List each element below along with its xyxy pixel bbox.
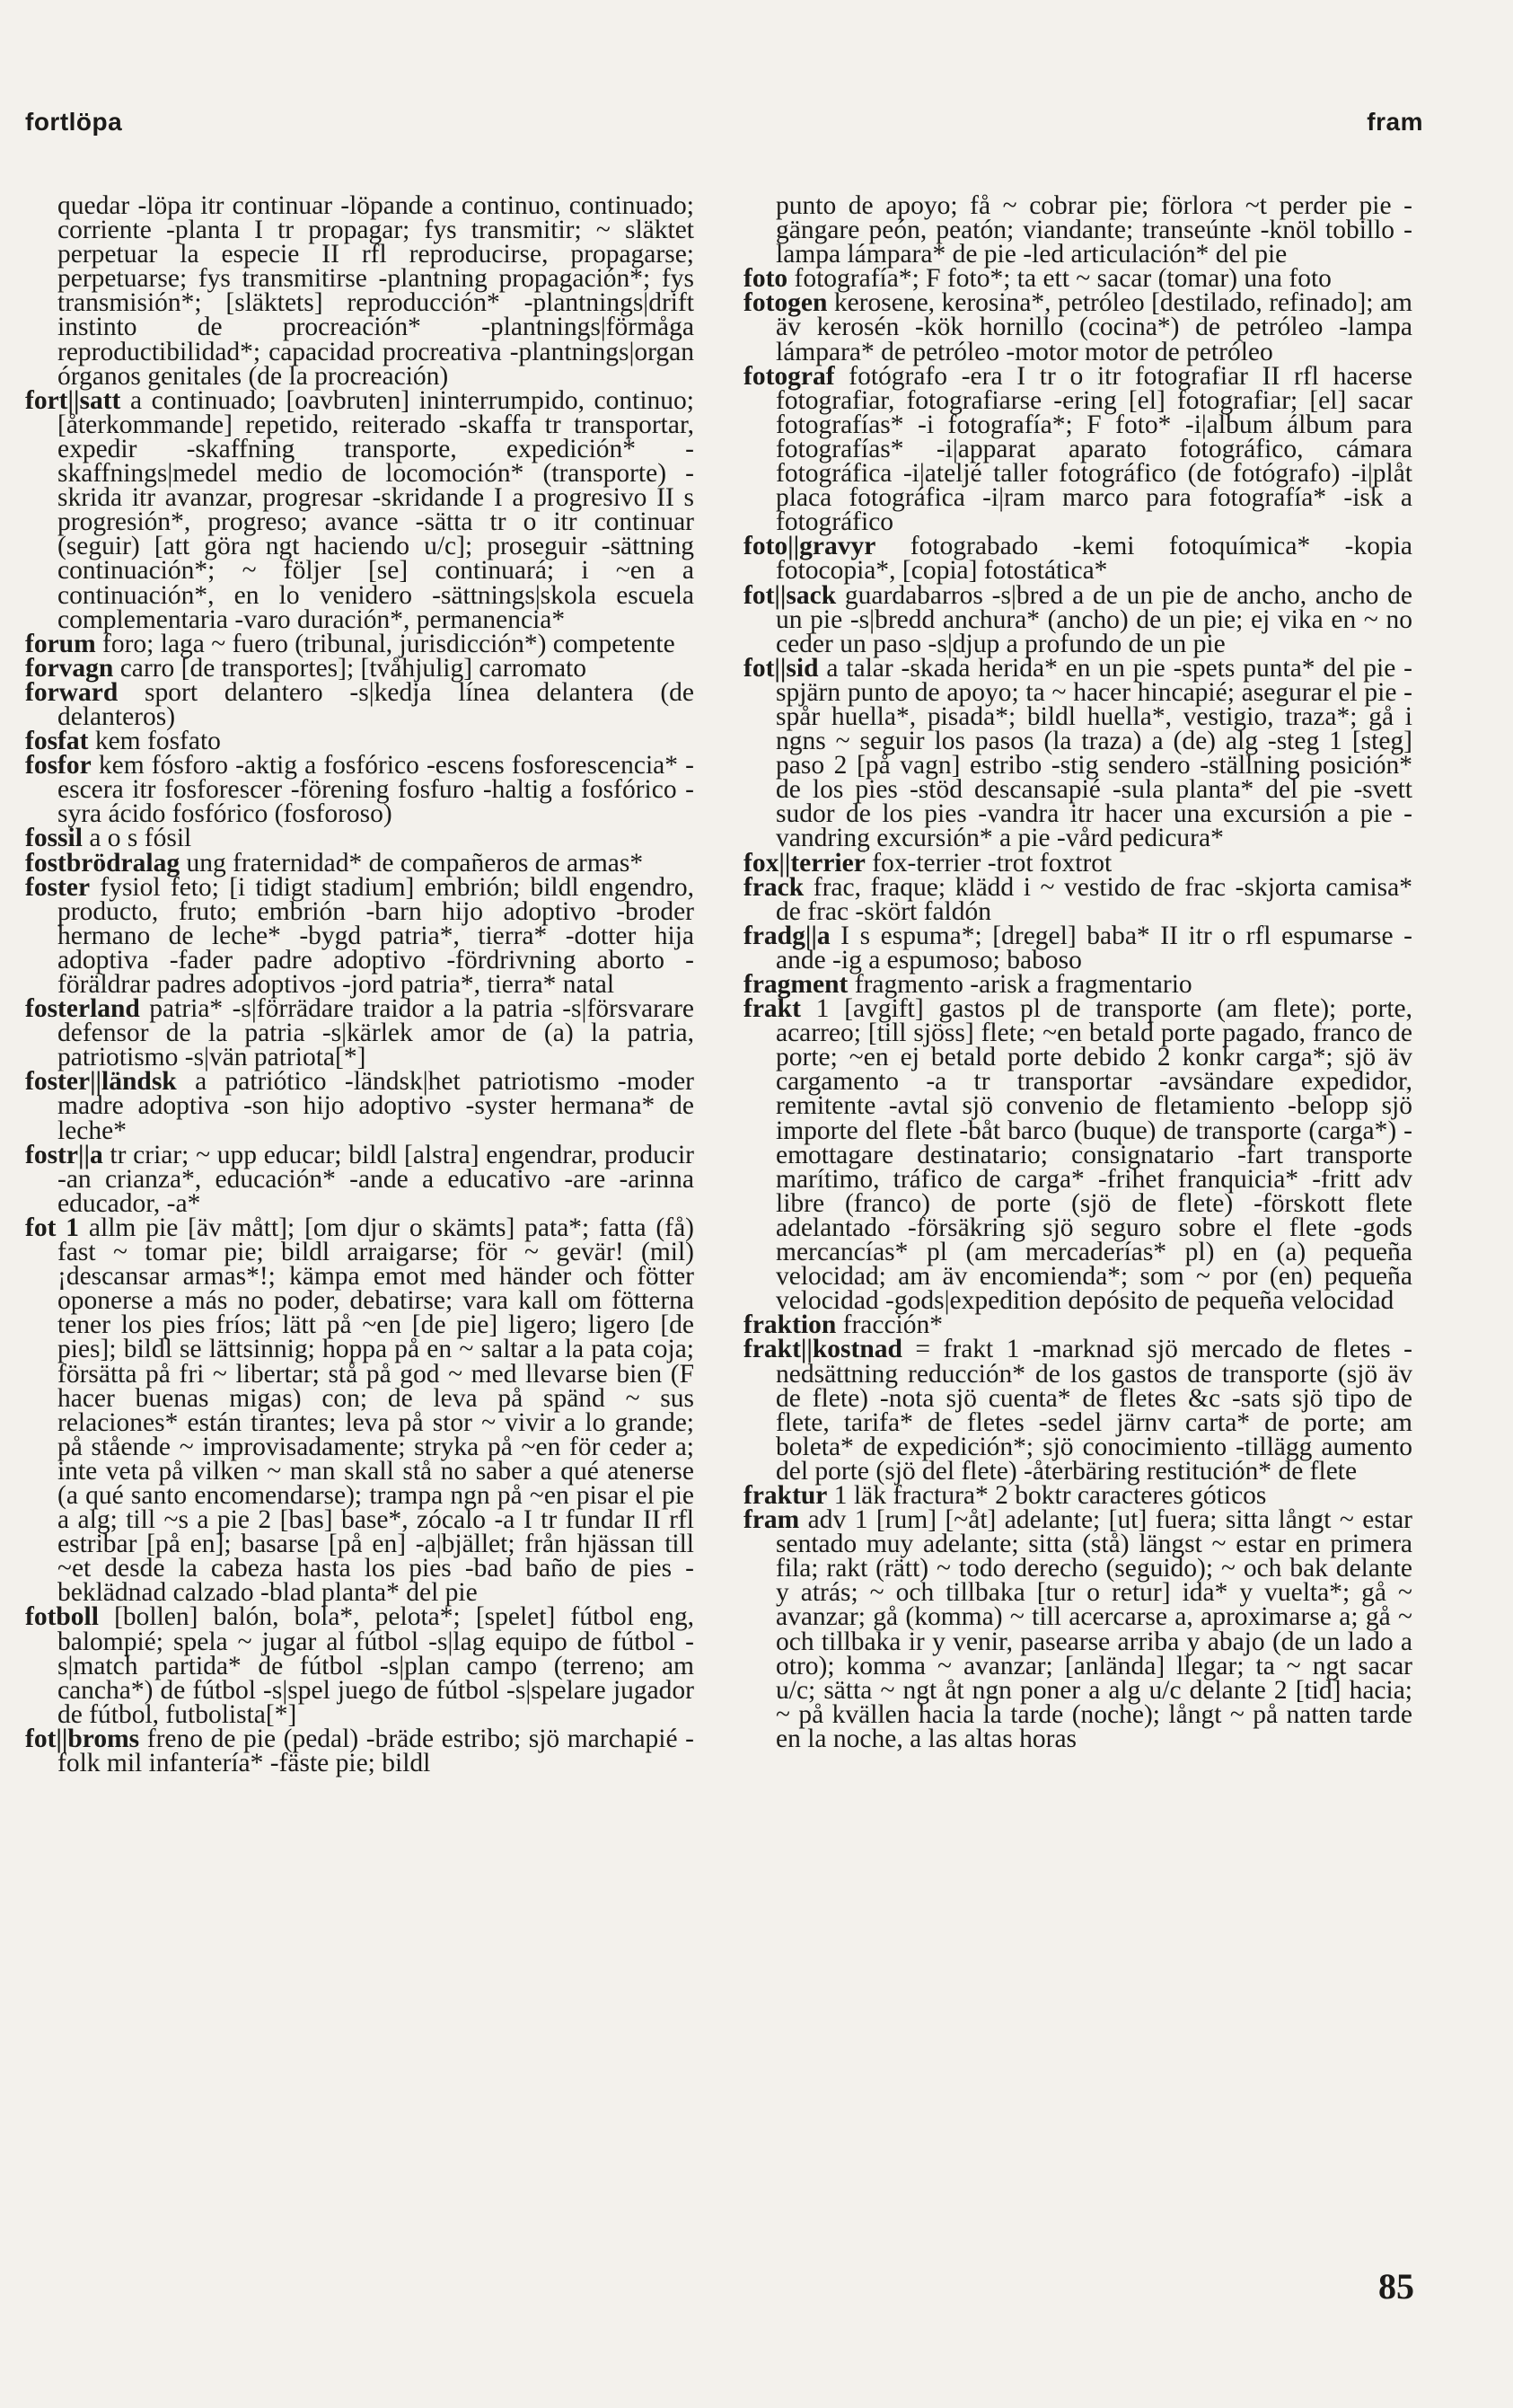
dictionary-entry — [743, 264, 1412, 294]
right-column — [743, 191, 1412, 1753]
entry-definition: 1 läk fractura* 2 boktr caracteres góticos — [827, 1480, 1267, 1510]
dictionary-entry — [25, 1140, 694, 1218]
entry-definition: 1 [avgift] gastos pl de transporte (am flete); porte, acarreo; [till sjöss] flete; ~en betald porte pagado, franco de porte; ~en ej betald porte debido 2 konkr carga*; sjö äv cargamento -a tr transportar -avsändare expedidor, remitente -avtal sjö convenio de fletamiento -belopp sjö importe del flete -båt barco (buque) de transporte (carga*) -emottagare destinatario; consignatario -fart transporte marítimo, tráfico de carga* -frihet franquicia* -fritt adv libre (franco) de porte (sjö de flete) -förskott flete adelantado -försäkring sjö seguro sobre el flete -gods mercancías* pl (am mercaderías* pl) en (a) pequeña velocidad; am äv encomienda*; som ~ por (en) pequeña velocidad -gods|expedition depósito de pequeña velocidad — [776, 994, 1412, 1316]
entry-definition: foro; laga ~ fuero (tribunal, jurisdicción*) competente — [95, 629, 675, 658]
dictionary-entry — [743, 1310, 1412, 1340]
dictionary-entry — [25, 191, 694, 391]
dictionary-entry — [25, 848, 694, 878]
dictionary-entry — [743, 994, 1412, 1316]
dictionary-entry — [25, 629, 694, 658]
entry-definition: adv 1 [rum] [~åt] adelante; [ut] fuera; sitta långt ~ estar sentado muy adelante; sitta (stå) längst ~ estar en primera fila; rakt (rätt) ~ todo derecho (seguido); ~ och bak delante y atrás; ~ och tillbaka [tur o retur] ida* y vuelta*; gå ~ avanzar; gå (komma) ~ till acercarse a, aproximarse a; gå ~ och tillbaka ir y venir, pasearse arriba y abajo (de un lado a otro); komma ~ avanzar; [anlända] llegar; ta ~ ngt sacar u/c; sätta ~ ngt åt ngn poner a alg u/c delante 2 [tid] hacia; ~ på kvällen hacia la tarde (noche); långt ~ på natten tarde en la noche, a las altas horas — [776, 1505, 1412, 1753]
dictionary-entry — [743, 1480, 1412, 1510]
dictionary-entry — [743, 191, 1412, 269]
entry-headword: frakt — [743, 994, 801, 1024]
entry-headword: fotogen — [743, 288, 828, 318]
page-number: 85 — [1378, 2266, 1414, 2307]
entry-definition: kem fosfato — [88, 727, 221, 756]
dictionary-entry — [25, 872, 694, 999]
entry-definition: a patriótico -ländsk|het patriotismo -moder madre adoptiva -son hijo adoptivo -syster hermana* de leche* — [57, 1067, 694, 1145]
entry-headword: foster||ländsk — [25, 1067, 177, 1097]
entry-definition: sport delantero -s|kedja línea delantera (de delanteros) — [57, 677, 694, 731]
entry-definition: kerosene, kerosina*, petróleo [destilado, refinado]; am äv kerosén -kök hornillo (cocina*) de petróleo -lampa lámpara* de petróleo -motor motor de petróleo — [776, 288, 1412, 366]
entry-headword: forum — [25, 629, 96, 658]
dictionary-entry — [743, 970, 1412, 999]
entry-headword: fostbrödralag — [25, 848, 180, 878]
entry-headword: fraktion — [743, 1310, 837, 1340]
entry-definition: quedar -löpa itr continuar -löpande a continuo, continuado; corriente -planta I tr propagar; fys transmitir; ~ släktet perpetuar la especie II rfl reproducirse, propagarse; perpetuarse; fys transmitirse -plantning propagación*; fys transmisión*; [släktets] reproducción* -plantnings|drift instinto de procreación* -plantnings|förmåga reproductibilidad*; capacidad procreativa -plantnings|organ órganos genitales (de la procreación) — [57, 191, 694, 391]
dictionary-entry — [743, 872, 1412, 926]
dictionary-entry — [743, 921, 1412, 975]
entry-headword: fot||sid — [743, 653, 819, 683]
entry-definition: = frakt 1 -marknad sjö mercado de fletes -nedsättning reducción* de los gastos de transporte (sjö äv de flete) -nota sjö cuenta* de fletes &c -sats sjö tipo de flete, tarifa* de fletes -sedel järnv carta* de porte; am boleta* de expedición*; sjö conocimiento -tillägg aumento del porte (sjö del flete) -återbäring restitución* de flete — [776, 1335, 1412, 1486]
entry-definition: fox-terrier -trot foxtrot — [865, 848, 1113, 878]
entry-headword: fort||satt — [25, 385, 121, 415]
entry-definition: [bollen] balón, bola*, pelota*; [spelet] fútbol eng, balompié; spela ~ jugar al fútbol -s|lag equipo de fútbol -s|match partida* de fútbol -s|plan campo (terreno; am cancha*) de fútbol -s|spel juego de fútbol -s|spelare jugador de fútbol, futbolista[*] — [57, 1602, 694, 1729]
entry-definition: allm pie [äv mått]; [om djur o skämts] pata*; fatta (få) fast ~ tomar pie; bildl arraigarse; för ~ gevär! (mil) ¡descansar armas*!; kämpa emot med händer och fötter oponerse a más no poder, debatirse; vara kall om fötterna tener los pies fríos; lätt på ~en [de pie] ligero; ligero [de pies]; bildl se lättsinnig; hoppa på en ~ saltar a la pata coja; försätta på fri ~ libertar; stå på god ~ med llevarse bien (F hacer buenas migas) con; de leva på spänd ~ sus relaciones* están tirantes; leva på stor ~ vivir a lo grande; på stående ~ improvisadamente; stryka på ~en för ceder a; inte veta på vilken ~ man skall stå no saber a qué atenerse (a qué santo encomendarse); trampa ngn på ~en pisar el pie a alg; till ~s a pie 2 [bas] base*, zócalo -a I tr fundar II rfl estribar [på en]; basarse [på en] -a|bjället; från hjässan till ~et desde la cabeza hasta los pies -bad baño de pies -beklädnad calzado -blad planta* del pie — [57, 1213, 694, 1608]
entry-definition: kem fósforo -aktig a fosfórico -escens fosforescencia* -escera itr fosforescer -förening fosfuro -haltig a fosfórico -syra ácido fosfórico (fosforoso) — [57, 751, 694, 829]
dictionary-entry — [25, 751, 694, 829]
entry-headword: fosfat — [25, 727, 89, 756]
dictionary-entry — [743, 532, 1412, 586]
entry-headword: fostr||a — [25, 1140, 103, 1169]
entry-headword: foster — [25, 872, 91, 902]
entry-definition: ung fraternidad* de compañeros de armas* — [180, 848, 644, 878]
entry-headword: frack — [743, 872, 805, 902]
entry-definition: a o s fósil — [82, 824, 192, 853]
right-guide-word: fram — [1367, 108, 1423, 136]
entry-headword: fram — [743, 1505, 800, 1535]
dictionary-entry — [25, 826, 694, 851]
entry-headword: fot 1 — [25, 1213, 80, 1242]
left-column — [25, 191, 694, 1777]
entry-definition: fotograbado -kemi fotoquímica* -kopia fotocopia*, [copia] fotostática* — [776, 532, 1412, 586]
entry-headword: forvagn — [25, 653, 114, 683]
entry-headword: fraktur — [743, 1480, 828, 1510]
entry-headword: frakt||kostnad — [743, 1335, 902, 1364]
entry-headword: foto — [743, 264, 788, 294]
entry-headword: fot||broms — [25, 1724, 140, 1753]
entry-headword: fragment — [743, 970, 849, 999]
entry-definition: carro [de transportes]; [tvåhjulig] carromato — [113, 653, 587, 683]
dictionary-entry — [25, 385, 694, 634]
dictionary-entry — [25, 1602, 694, 1729]
dictionary-entry — [743, 288, 1412, 366]
entry-definition: freno de pie (pedal) -bräde estribo; sjö marchapié -folk mil infantería* -fäste pie; bildl — [57, 1724, 694, 1777]
entry-definition: patria* -s|förrädare traidor a la patria -s|försvarare defensor de la patria -s|kärlek amor de (a) la patria, patriotismo -s|vän patriota[*] — [57, 994, 694, 1072]
entry-definition: fracción* — [836, 1310, 943, 1340]
entry-headword: forward — [25, 677, 119, 707]
entry-definition: tr criar; ~ upp educar; bildl [alstra] engendrar, producir -an crianza*, educación* -ande a educativo -are -arinna educador, -a* — [57, 1140, 694, 1218]
entry-definition: guardabarros -s|bred a de un pie de ancho, ancho de un pie -s|bredd anchura* (ancho) de un pie; ej vika en ~ no ceder un paso -s|djup a profundo de un pie — [776, 580, 1412, 658]
dictionary-entry — [743, 1505, 1412, 1753]
entry-headword: foto||gravyr — [743, 532, 876, 561]
entry-headword: fox||terrier — [743, 848, 866, 878]
entry-headword: fotboll — [25, 1602, 99, 1632]
dictionary-entry — [25, 1724, 694, 1777]
entry-definition: a continuado; [oavbruten] ininterrumpido, continuo; [återkommande] repetido, reiterado -skaffa tr transportar, expedir -skaffning transporte, expedición* -skaffnings|medel medio de locomoción* (transporte) -skrida itr avanzar, progresar -skridande I a progresivo II s progresión*, progreso; avance -sätta tr o itr continuar (seguir) [att göra ngt haciendo u/c]; proseguir -sättning continuación*; ~ följer [se] continuará; i ~en a continuación*, en lo venidero -sättnings|skola escuela complementaria -varo duración*, permanencia* — [57, 385, 694, 634]
entry-headword: fosterland — [25, 994, 140, 1024]
entry-headword: fotograf — [743, 361, 835, 391]
dictionary-entry — [25, 653, 694, 683]
entry-definition: punto de apoyo; få ~ cobrar pie; förlora ~t perder pie -gängare peón, peatón; viandante; transeúnte -knöl tobillo -lampa lámpara* de pie -led articulación* del pie — [776, 191, 1412, 269]
dictionary-entry — [743, 653, 1412, 853]
dictionary-entry — [25, 1213, 694, 1608]
dictionary-entry — [25, 1067, 694, 1145]
entry-definition: frac, fraque; klädd i ~ vestido de frac -skjorta camisa* de frac -skört faldón — [776, 872, 1412, 926]
entry-definition: fragmento -arisk a fragmentario — [848, 970, 1192, 999]
entry-headword: fossil — [25, 824, 83, 853]
entry-definition: fysiol feto; [i tidigt stadium] embrión; bildl engendro, producto, fruto; embrión -barn hijo adoptivo -broder hermano de leche* -bygd patria*, tierra* -dotter hija adoptiva -fader padre adoptivo -fördrivning aborto -föräldrar padres adoptivos -jord patria*, tierra* natal — [57, 872, 694, 999]
entry-definition: a talar -skada herida* en un pie -spets punta* del pie -spjärn punto de apoyo; ta ~ hacer hincapié; asegurar el pie -spår huella*, pisada*; bildl huella*, vestigio, traza*; gå i ngns ~ seguir los pasos (la traza) a (de) alg -steg 1 [steg] paso 2 [på vagn] estribo -stig sendero -ställning posición* de los pies -stöd descansapié -sula planta* del pie -svett sudor de los pies -vandra itr hacer una excursión a pie -vandring excursión* a pie -vård pedicura* — [776, 653, 1412, 853]
dictionary-entry — [25, 677, 694, 731]
dictionary-entry — [25, 994, 694, 1072]
entry-definition: fotografía*; F foto*; ta ett ~ sacar (tomar) una foto — [787, 264, 1332, 294]
dictionary-entry — [743, 580, 1412, 658]
dictionary-entry — [743, 848, 1412, 878]
left-guide-word: fortlöpa — [25, 108, 123, 136]
entry-headword: fosfor — [25, 751, 92, 781]
dictionary-entry — [25, 729, 694, 754]
entry-definition: I s espuma*; [dregel] baba* II itr o rfl espumarse -ande -ig a espumoso; baboso — [776, 921, 1412, 975]
dictionary-entry — [743, 361, 1412, 537]
entry-headword: fradg||a — [743, 921, 831, 950]
entry-headword: fot||sack — [743, 580, 837, 610]
dictionary-entry — [743, 1337, 1412, 1484]
entry-definition: fotógrafo -era I tr o itr fotografiar II rfl hacerse fotografiar, fotografiarse -ering [el] fotografiar; [el] sacar fotografías* -i fotografía*; F foto* -i|album álbum para fotografías* -i|apparat aparato fotográfico, cámara fotográfica -i|ateljé taller fotográfico (de fotógrafo) -i|plåt placa fotográfica -i|ram marco para fotografía* -isk a fotográfico — [776, 361, 1412, 537]
